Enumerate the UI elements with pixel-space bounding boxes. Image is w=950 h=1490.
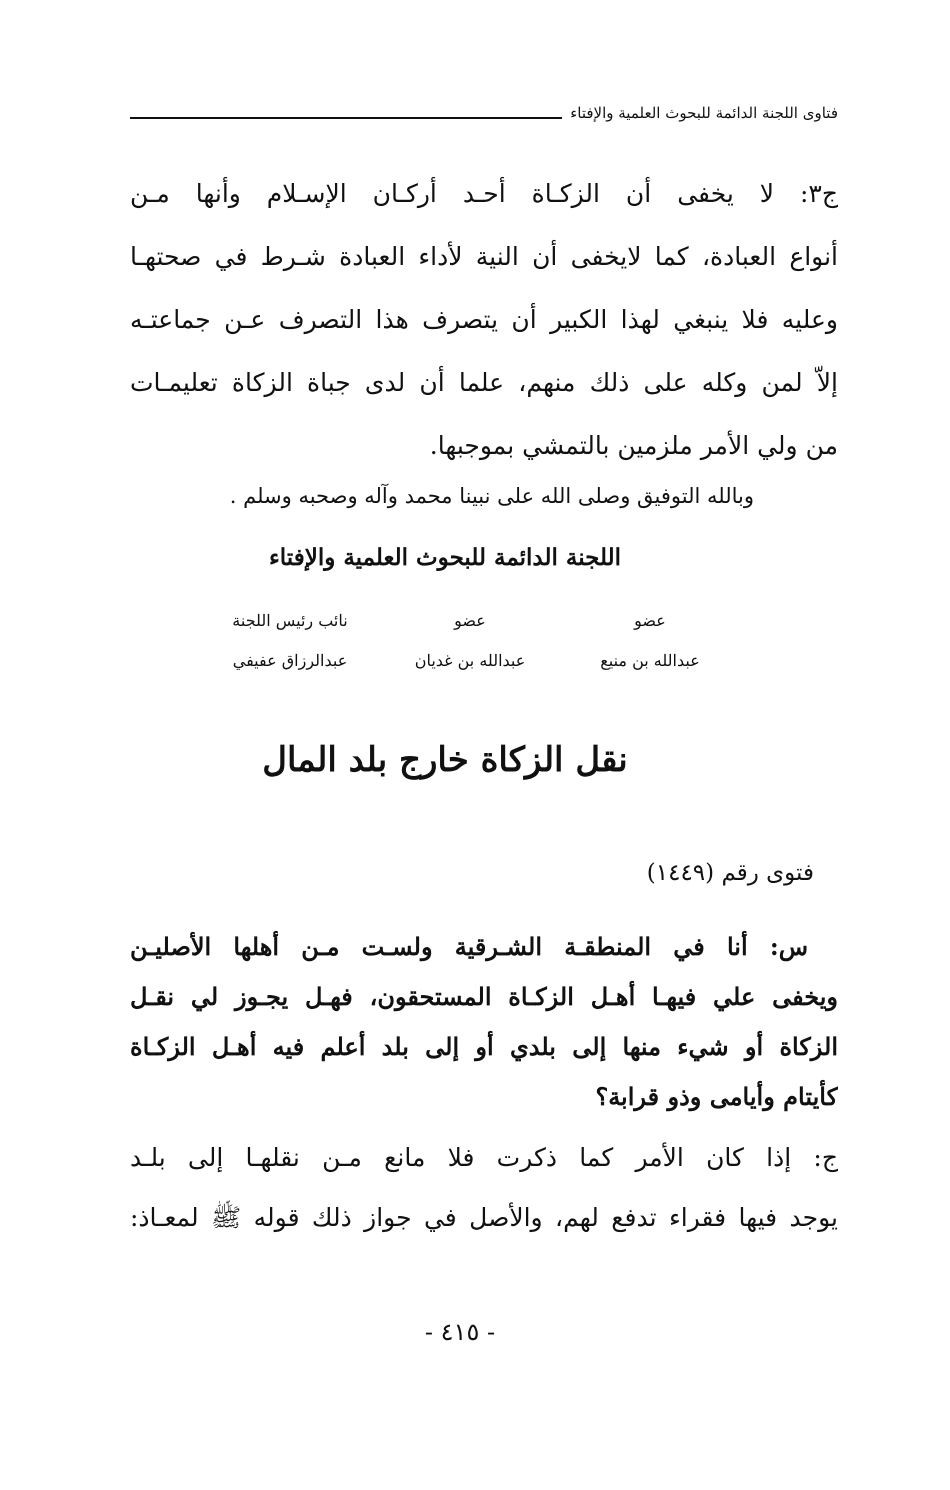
answer-3-line: ج٣: لا يخفى أن الزكـاة أحـد أركـان الإسـلام وأنها مـن — [130, 179, 838, 208]
member-role: نائب رئيس اللجنة — [232, 610, 348, 630]
page-number: - ٤١٥ - — [424, 1318, 496, 1346]
answer-paragraph — [130, 1128, 838, 1248]
closing-prayer: وبالله التوفيق وصلى الله على نبينا محمد وآله وصحبه وسلم . — [229, 484, 754, 508]
running-header-title: فتاوى اللجنة الدائمة للبحوث العلمية والإفتاء — [570, 104, 838, 122]
answer-3-line: وعليه فلا ينبغي لهذا الكبير أن يتصرف هذا التصرف عـن جماعتـه — [130, 305, 838, 334]
running-header — [130, 98, 838, 128]
question-line: الزكاة أو شيء منها إلى بلدي أو إلى بلد أعلم فيه أهـل الزكـاة — [130, 1032, 838, 1061]
answer-3-line: إلاّ لمن وكله على ذلك منهم، علما أن لدى جباة الزكاة تعليمـات — [130, 368, 838, 397]
member-name: عبدالله بن غديان — [414, 650, 526, 670]
answer-line: يوجد فيها فقراء تدفع لهم، والأصل في جواز ذلك قوله ﷺ لمعـاذ: — [130, 1203, 838, 1232]
question-line: س: أنا في المنطقـة الشـرقية ولسـت مـن أهلها الأصليـن — [130, 932, 808, 961]
member-role: عضو — [634, 610, 666, 630]
answer-line: ج: إذا كان الأمر كما ذكرت فلا مانع مـن نقلهـا إلى بلـد — [130, 1143, 838, 1172]
signatures-block — [200, 600, 740, 680]
member-name: عبدالله بن منيع — [600, 650, 700, 670]
member-role: عضو — [454, 610, 486, 630]
question-line: كأيتام وأيامى وذو قرابة؟ — [595, 1082, 838, 1111]
signature-names-row — [200, 640, 740, 680]
fatwa-number: فتوى رقم (١٤٤٩) — [646, 860, 814, 886]
committee-name: اللجنة الدائمة للبحوث العلمية والإفتاء — [268, 544, 622, 571]
header-rule — [130, 117, 562, 119]
question-paragraph — [130, 922, 838, 1122]
signature-roles-row — [200, 600, 740, 640]
answer-3-paragraph — [130, 162, 838, 477]
answer-3-line: من ولي الأمر ملزمين بالتمشي بموجبها. — [429, 431, 838, 460]
answer-3-line: أنواع العبادة، كما لايخفى أن النية لأداء العبادة شـرط في صحتهـا — [130, 242, 838, 271]
member-name: عبدالرزاق عفيفي — [232, 650, 348, 670]
section-title: نقل الزكاة خارج بلد المال — [262, 740, 628, 780]
question-line: ويخفى علي فيهـا أهـل الزكـاة المستحقون، فهـل يجـوز لي نقـل — [130, 982, 838, 1011]
